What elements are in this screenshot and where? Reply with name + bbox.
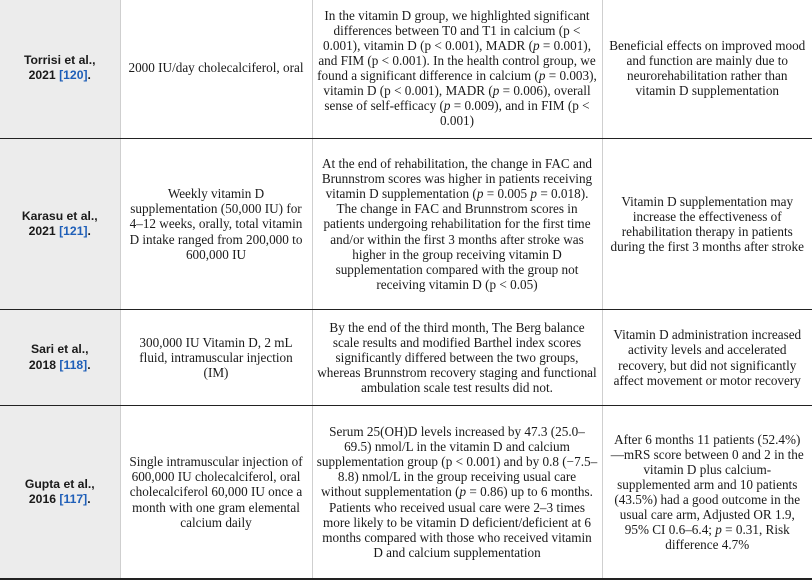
results-cell: At the end of rehabilitation, the change in FAC and Brunnstrom scores was higher in patients receiving vitamin D supplementation (p = 0.005 p = 0.018). The change in FAC and Brunnstrom scores in patients undergoing rehabilitation for the first time and/or within the first 3 months after stroke was higher in the group receiving vitamin D supplementation compared with the group not receiving vitamin D (p < 0.05) bbox=[312, 139, 602, 310]
study-cell: Karasu et al., 2021 [121]. bbox=[0, 139, 120, 310]
intervention-cell: Single intramuscular injection of 600,000 IU cholecalciferol, oral cholecalciferol 60,000 IU once a month with one gram elemental calcium daily bbox=[120, 406, 312, 580]
results-cell: In the vitamin D group, we highlighted significant differences between T0 and T1 in calcium (p < 0.001), vitamin D (p < 0.001), MADR (p = 0.001), and FIM (p < 0.001). In the health control group, we found a significant difference in calcium (p = 0.003), vitamin D (p < 0.001), MADR (p = 0.006), overall sense of self-efficacy (p = 0.009), and in FIM (p < 0.001) bbox=[312, 0, 602, 139]
reference-link[interactable]: [117] bbox=[59, 492, 88, 506]
table-row bbox=[0, 139, 812, 310]
conclusion-cell: After 6 months 11 patients (52.4%)—mRS score between 0 and 2 in the vitamin D plus calcium-supplemented arm and 10 patients (43.5%) had a good outcome in the usual care arm, Adjusted OR 1.9, 95% CI 0.6–6.4; p = 0.31, Risk difference 4.7% bbox=[602, 406, 812, 580]
results-cell: By the end of the third month, The Berg balance scale results and modified Barthel index scores significantly differed between the two groups, whereas Brunnstrom recovery staging and functional ambulation scale test results did not. bbox=[312, 310, 602, 406]
study-name: Gupta et al., bbox=[24, 476, 95, 491]
reference-link[interactable]: [121] bbox=[59, 224, 88, 238]
conclusion-cell: Beneficial effects on improved mood and function are mainly due to neurorehabilitation rather than vitamin D supplementation bbox=[602, 0, 812, 139]
conclusion-cell: Vitamin D administration increased activity levels and accelerated recovery, but did not significantly affect movement or motor recovery bbox=[602, 310, 812, 406]
study-name: Sari et al., bbox=[30, 342, 89, 356]
reference-link[interactable]: [120] bbox=[59, 68, 88, 82]
study-cell: Gupta et al., 2016 [117]. bbox=[0, 406, 120, 580]
table-row bbox=[0, 0, 812, 139]
study-name: Torrisi et al., bbox=[23, 52, 96, 67]
conclusion-cell: Vitamin D supplementation may increase the effectiveness of rehabilitation therapy in patients during the first 3 months after stroke bbox=[602, 139, 812, 310]
table-row bbox=[0, 310, 812, 406]
reference-link[interactable]: [118] bbox=[59, 357, 88, 372]
table-row bbox=[0, 406, 812, 580]
intervention-cell: 300,000 IU Vitamin D, 2 mL fluid, intramuscular injection (IM) bbox=[120, 310, 312, 406]
study-year: 2021 bbox=[28, 224, 56, 238]
study-cell: Sari et al., 2018 [118]. bbox=[0, 310, 120, 406]
study-year: 2018 bbox=[28, 357, 57, 372]
study-year: 2021 bbox=[28, 68, 56, 82]
study-cell: Torrisi et al., 2021 [120]. bbox=[0, 0, 120, 139]
results-cell: Serum 25(OH)D levels increased by 47.3 (25.0–69.5) nmol/L in the vitamin D and calcium supplementation group (p < 0.001) and by 0.8 (−7.5–8.8) nmol/L in the group receiving usual care without supplementation (p = 0.86) up to 6 months. Patients who received usual care were 2–3 times more likely to be vitamin D deficient/deficient at 6 months compared with those who received vitamin D and calcium supplementation bbox=[312, 406, 602, 580]
study-year: 2016 bbox=[28, 492, 57, 506]
intervention-cell: Weekly vitamin D supplementation (50,000 IU) for 4–12 weeks, orally, total vitamin D intake ranged from 200,000 to 600,000 IU bbox=[120, 139, 312, 310]
study-name: Karasu et al., bbox=[21, 208, 98, 223]
intervention-cell: 2000 IU/day cholecalciferol, oral bbox=[120, 0, 312, 139]
